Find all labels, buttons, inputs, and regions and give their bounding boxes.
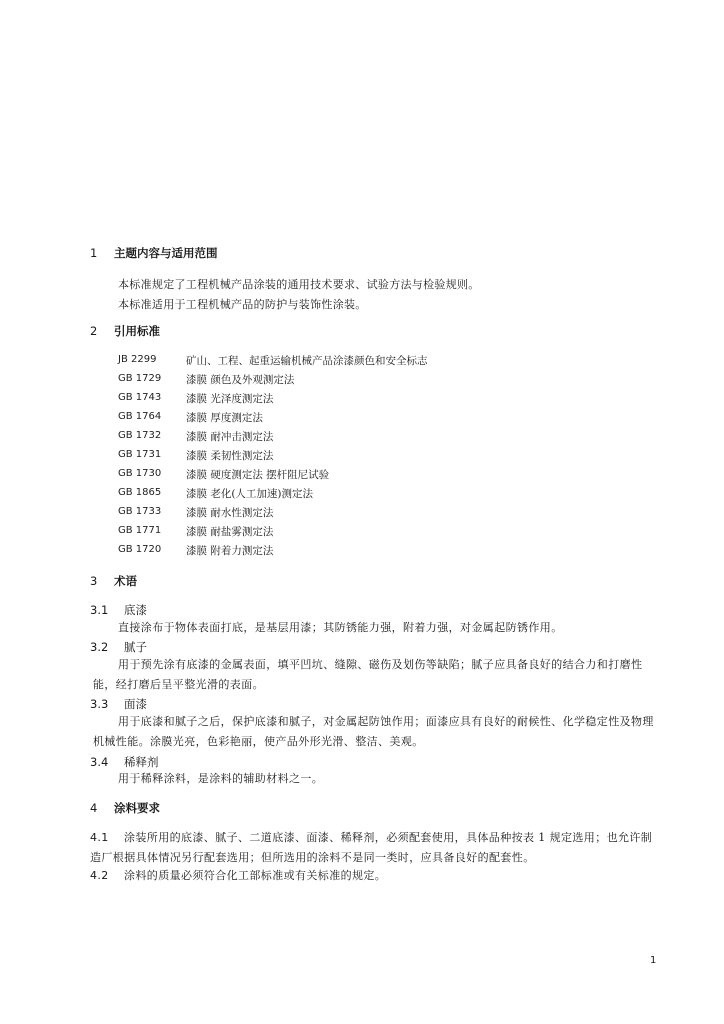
- section-title: 主题内容与适用范围: [114, 246, 218, 260]
- reference-code: GB 1732: [118, 430, 162, 441]
- term-3-3-definition: 用于底漆和腻子之后，保护底漆和腻子，对金属起防蚀作用；面漆应具有良好的耐候性、化学稳定性及物理机械性能。涂膜光亮，色彩艳丽，使产品外形光滑、整洁、美观。: [93, 715, 654, 748]
- term-number: 3.2: [90, 640, 109, 654]
- section-2-heading: [90, 323, 160, 339]
- requirement-text: 涂装所用的底漆、腻子、二道底漆、面漆、稀释剂，必须配套使用，具体品种按表 1 规定选用；也允许制造厂根据具体情况另行配套选用；但所选用的涂料不是同一类时，应具备良好的配套性。: [90, 831, 653, 864]
- reference-code: GB 1730: [118, 468, 162, 479]
- reference-title: 漆膜 硬度测定法 摆杆阻尼试验: [186, 469, 330, 481]
- term-title: 底漆: [124, 603, 147, 617]
- requirement-number: 4.1: [90, 831, 109, 844]
- term-3-1-heading: [90, 602, 147, 618]
- term-title: 面漆: [124, 697, 147, 711]
- reference-code: GB 1720: [118, 544, 162, 555]
- term-number: 3.1: [90, 603, 109, 617]
- section-title: 引用标准: [114, 324, 160, 338]
- reference-code: GB 1729: [118, 373, 162, 384]
- requirement-text: 涂料的质量必须符合化工部标准或有关标准的规定。: [124, 869, 387, 882]
- section-3-heading: [90, 573, 137, 589]
- requirement-4-1: [90, 828, 661, 868]
- reference-code: GB 1764: [118, 411, 162, 422]
- reference-title: 矿山、工程、起重运输机械产品涂漆颜色和安全标志: [186, 355, 428, 367]
- section-1-heading: [90, 245, 218, 261]
- reference-code: GB 1865: [118, 487, 162, 498]
- section-number: 3: [90, 574, 98, 588]
- term-3-1-definition: 直接涂布于物体表面打底，是基层用漆；其防锈能力强，附着力强，对金属起防锈作用。: [118, 621, 563, 634]
- requirement-number: 4.2: [90, 869, 109, 882]
- reference-title: 漆膜 耐水性测定法: [186, 507, 274, 519]
- section-number: 2: [90, 324, 98, 338]
- section-1-paragraph-1: 本标准规定了工程机械产品涂装的通用技术要求、试验方法与检验规则。: [118, 278, 480, 291]
- reference-title: 漆膜 老化(人工加速)测定法: [186, 488, 314, 500]
- reference-title: 漆膜 颜色及外观测定法: [186, 374, 295, 386]
- term-3-4-definition: 用于稀释涂料，是涂料的辅助材料之一。: [118, 772, 324, 785]
- reference-title: 漆膜 厚度测定法: [186, 412, 263, 424]
- section-number: 4: [90, 801, 98, 815]
- reference-title: 漆膜 耐盐雾测定法: [186, 526, 274, 538]
- reference-code: GB 1733: [118, 506, 162, 517]
- reference-title: 漆膜 耐冲击测定法: [186, 431, 274, 443]
- reference-code: GB 1771: [118, 525, 162, 536]
- term-number: 3.3: [90, 697, 109, 711]
- term-3-2-heading: [90, 639, 147, 655]
- term-3-2-definition: 用于预先涂有底漆的金属表面，填平凹坑、缝隙、磁伤及划伤等缺陷；腻子应具备良好的结合力和打磨性能，经打磨后呈平整光滑的表面。: [93, 658, 643, 691]
- section-title: 术语: [114, 574, 137, 588]
- reference-title: 漆膜 光泽度测定法: [186, 393, 274, 405]
- term-title: 腻子: [124, 640, 147, 654]
- reference-title: 漆膜 附着力测定法: [186, 545, 274, 557]
- term-number: 3.4: [90, 755, 109, 769]
- reference-title: 漆膜 柔韧性测定法: [186, 450, 274, 462]
- term-title: 稀释剂: [124, 755, 159, 769]
- requirement-4-2: [90, 866, 661, 886]
- section-number: 1: [90, 246, 98, 260]
- reference-code: GB 1731: [118, 449, 162, 460]
- reference-code: GB 1743: [118, 392, 162, 403]
- reference-code: JB 2299: [118, 354, 157, 365]
- section-title: 涂料要求: [114, 801, 160, 815]
- term-3-3-heading: [90, 696, 147, 712]
- section-1-paragraph-2: 本标准适用于工程机械产品的防护与装饰性涂装。: [118, 298, 367, 311]
- page-number: 1: [650, 955, 657, 966]
- term-3-4-heading: [90, 754, 159, 770]
- section-4-heading: [90, 800, 160, 816]
